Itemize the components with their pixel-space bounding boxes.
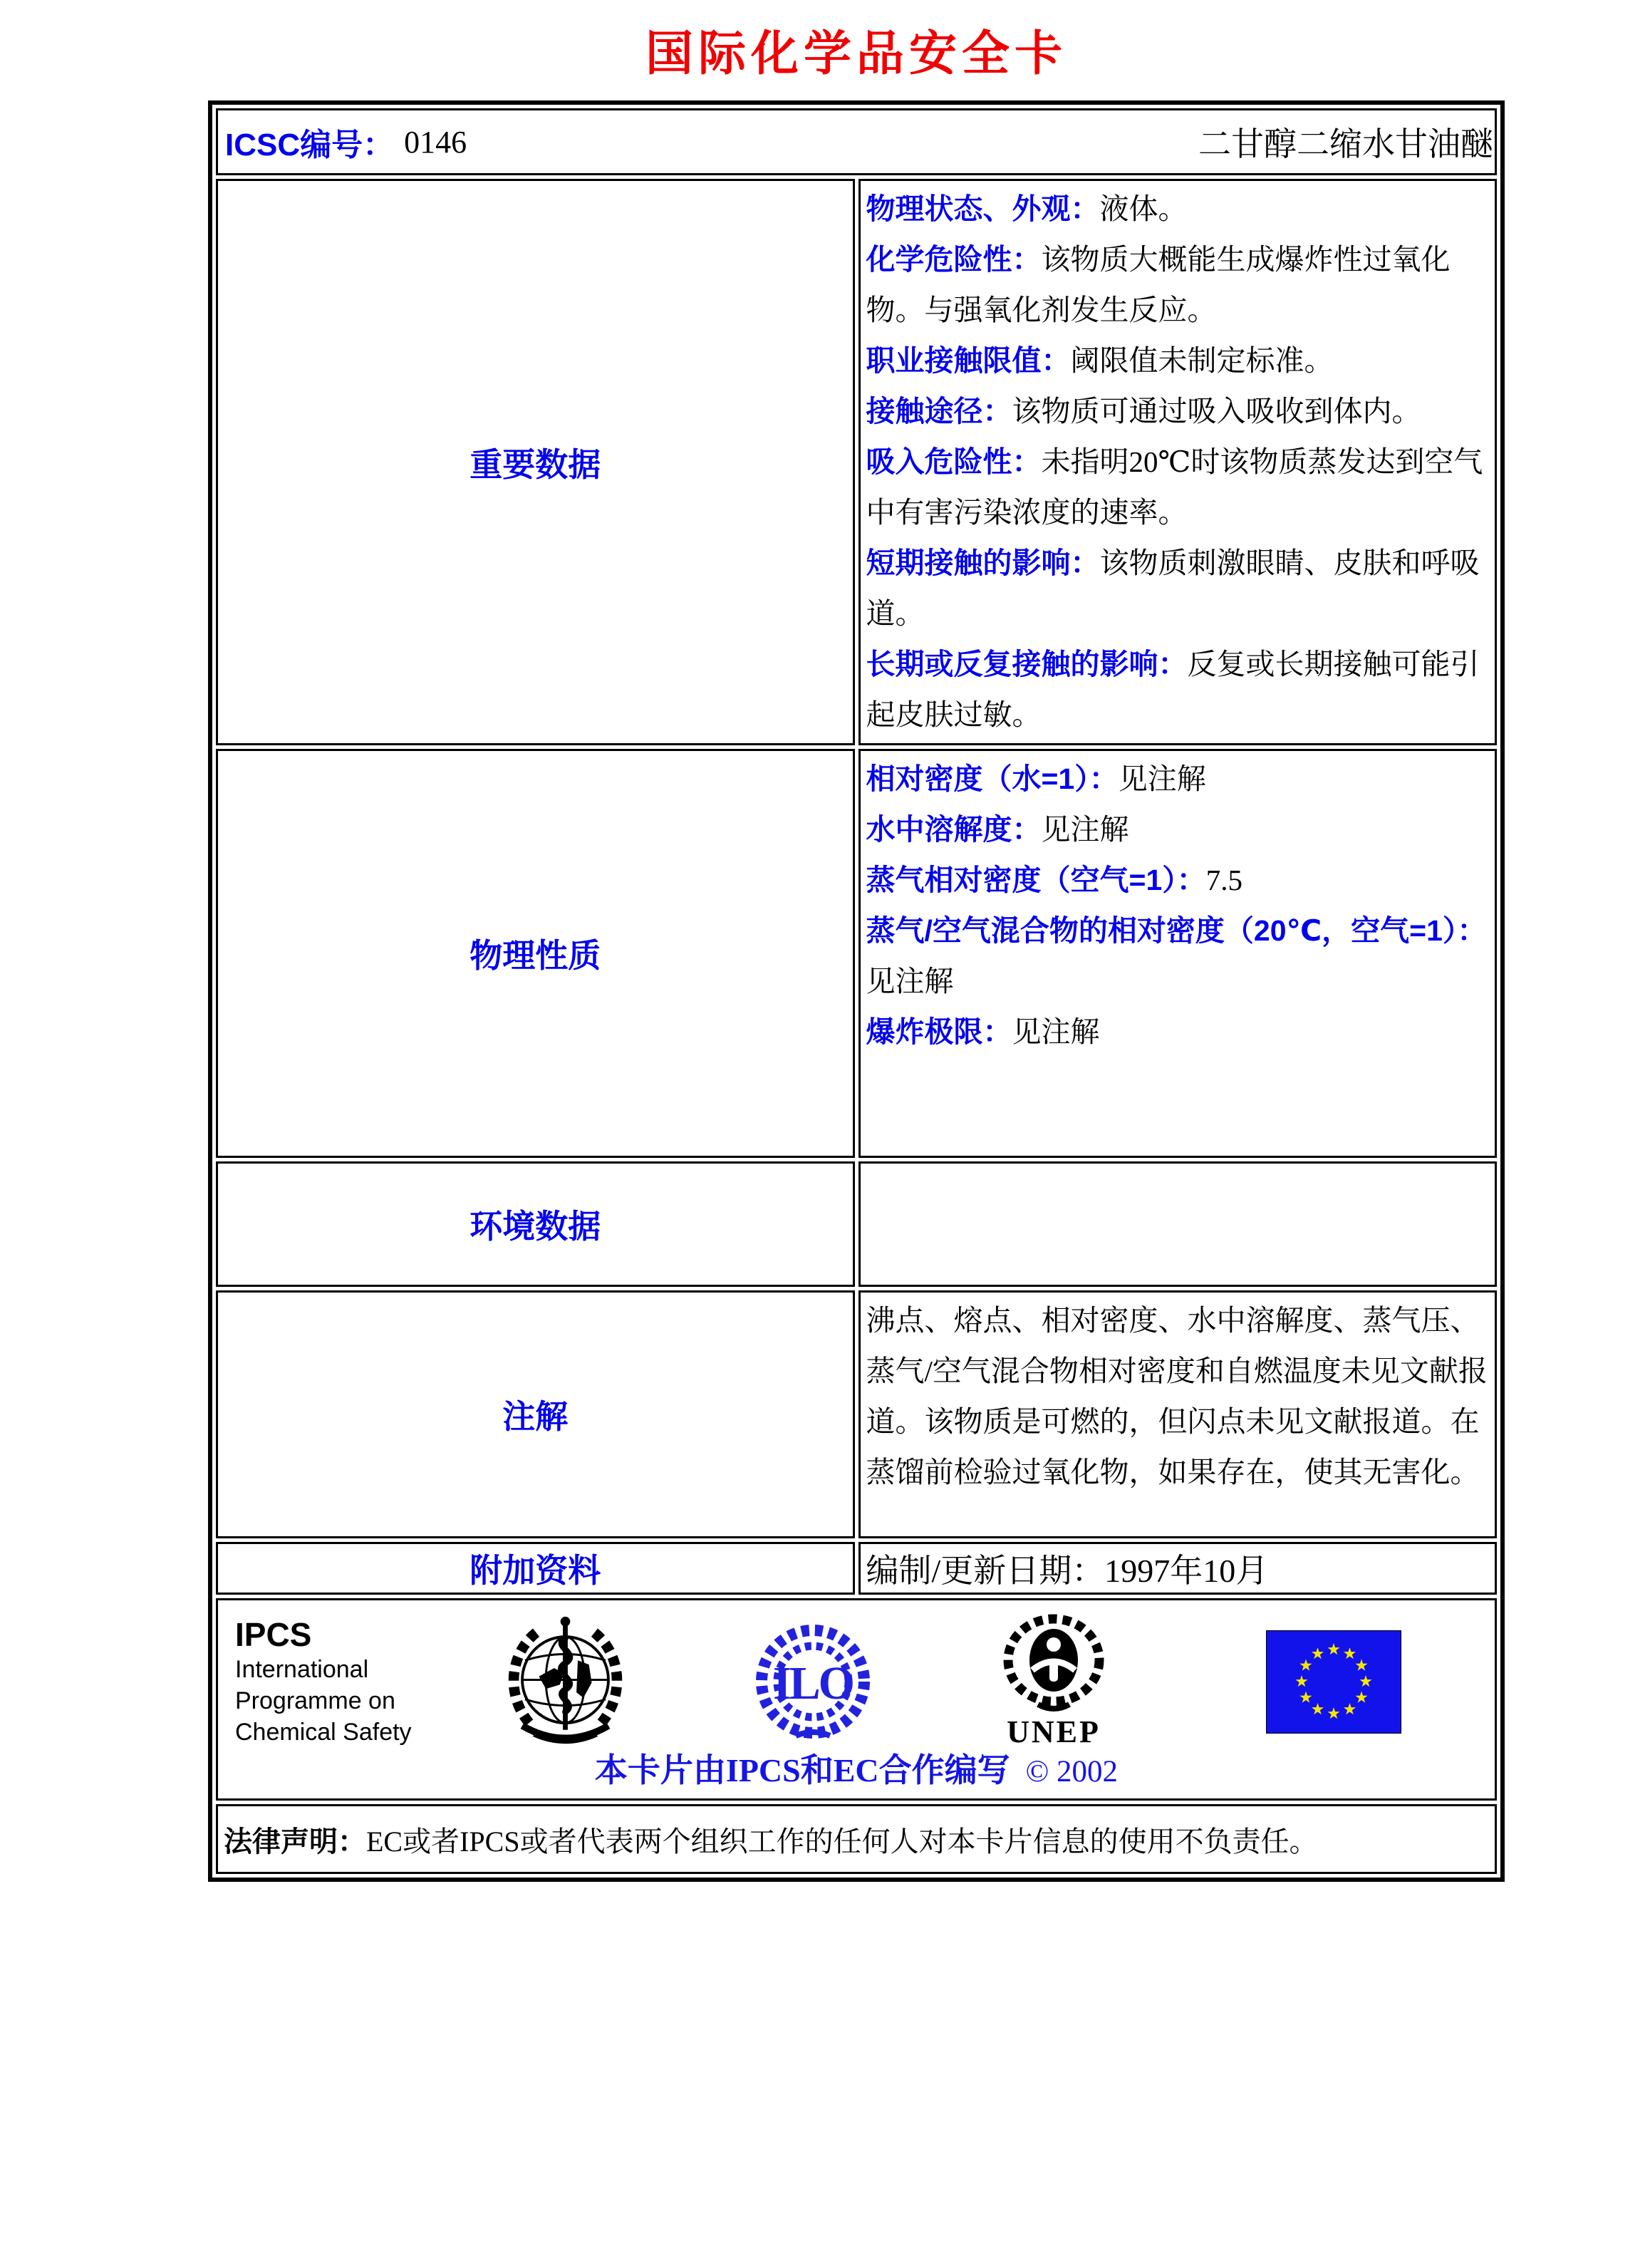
ilo-logo-icon	[749, 1617, 877, 1746]
legal-cell	[216, 1804, 1497, 1874]
data-item-label: 吸入危险性：	[866, 445, 1042, 478]
svg-text:ILO: ILO	[772, 1657, 853, 1709]
icsc-number-label: ICSC编号：	[225, 128, 395, 162]
data-item-text: 该物质大概能生成爆炸性过氧化物。与强氧化剂发生反应。	[866, 243, 1451, 326]
legal-row	[216, 1804, 1497, 1874]
physical-properties-content	[858, 749, 1498, 1158]
data-item-text: 7.5	[1205, 864, 1242, 896]
data-item	[866, 906, 1493, 1007]
legal-notice-text: EC或者IPCS或者代表两个组织工作的任何人对本卡片信息的使用不负责任。	[366, 1825, 1318, 1858]
credit-text: 本卡片由IPCS和EC合作编写	[594, 1752, 1010, 1788]
ipcs-subtitle-line2: Programme on	[235, 1687, 395, 1714]
chemical-name: 二甘醇二缩水甘油醚	[1198, 126, 1493, 162]
additional-info-content: 编制/更新日期：1997年10月	[858, 1542, 1498, 1595]
physical-properties-row	[216, 749, 1497, 1158]
section-label-important-data: 重要数据	[216, 179, 855, 745]
data-item-label: 接触途径：	[866, 395, 1012, 428]
data-item	[866, 386, 1493, 437]
organizations-row	[216, 1598, 1497, 1801]
section-label-environmental-data: 环境数据	[216, 1161, 855, 1287]
data-item-label: 物理状态、外观：	[866, 192, 1100, 225]
notes-content: 沸点、熔点、相对密度、水中溶解度、蒸气压、蒸气/空气混合物相对密度和自燃温度未见文献报道。该物质是可燃的，但闪点未见文献报道。在蒸馏前检验过氧化物，如果存在，使其无害化。	[858, 1290, 1498, 1538]
data-item-text: 液体。	[1099, 192, 1188, 225]
header-row	[216, 108, 1497, 175]
data-item-label: 蒸气/空气混合物的相对密度（20℃，空气=1）：	[866, 914, 1487, 947]
who-logo-icon	[496, 1610, 635, 1753]
copyright-text: © 2002	[1025, 1755, 1119, 1788]
data-item	[866, 804, 1493, 855]
data-item-text: 阈限值未制定标准。	[1070, 344, 1334, 377]
data-item-label: 爆炸极限：	[866, 1015, 1012, 1048]
data-item-text: 见注解	[866, 965, 954, 998]
data-item	[866, 855, 1493, 906]
data-item-label: 短期接触的影响：	[866, 547, 1100, 579]
data-item-label: 化学危险性：	[866, 243, 1042, 276]
data-item-text: 该物质可通过吸入吸收到体内。	[1012, 395, 1421, 428]
icsc-number-value: 0146	[404, 124, 467, 160]
data-item	[866, 639, 1493, 740]
eu-flag-icon	[1266, 1630, 1401, 1734]
header-cell	[216, 108, 1497, 175]
data-item-label: 职业接触限值：	[866, 344, 1071, 377]
data-item	[866, 1007, 1493, 1057]
page-title: 国际化学品安全卡	[645, 28, 1067, 81]
notes-row	[216, 1290, 1497, 1538]
important-data-content	[858, 179, 1498, 745]
data-item-text: 见注解	[1012, 1015, 1100, 1048]
ipcs-subtitle-line1: International	[235, 1656, 369, 1683]
unep-block	[997, 1613, 1111, 1750]
legal-notice-label: 法律声明：	[224, 1826, 366, 1858]
environmental-data-content	[858, 1161, 1498, 1287]
section-label-notes: 注解	[216, 1290, 855, 1538]
data-item-text: 反复或长期接触可能引起皮肤过敏。	[866, 648, 1480, 731]
organizations-cell	[216, 1598, 1497, 1801]
additional-info-row	[216, 1542, 1497, 1595]
data-item	[866, 754, 1493, 804]
environmental-data-row	[216, 1161, 1497, 1287]
ipcs-title: IPCS	[235, 1616, 312, 1653]
data-item-text: 见注解	[1041, 813, 1129, 846]
logo-row	[218, 1600, 1495, 1753]
data-item-label: 长期或反复接触的影响：	[866, 648, 1188, 680]
unep-logo-label: UNEP	[1007, 1714, 1101, 1749]
unep-logo-icon	[997, 1613, 1111, 1714]
data-item	[866, 336, 1493, 386]
data-item	[866, 234, 1493, 336]
data-item-text: 未指明20℃时该物质蒸发达到空气中有害污染浓度的速率。	[866, 445, 1483, 529]
ipcs-subtitle-line3: Chemical Safety	[235, 1719, 412, 1746]
important-data-row	[216, 179, 1497, 745]
section-label-additional-info: 附加资料	[216, 1542, 855, 1595]
data-item-text: 见注解	[1118, 762, 1206, 795]
icsc-card-table	[208, 100, 1505, 1882]
data-item-label: 蒸气相对密度（空气=1）：	[866, 864, 1206, 896]
data-item-label: 相对密度（水=1）：	[866, 762, 1119, 795]
ipcs-block	[228, 1615, 484, 1748]
section-label-physical-properties: 物理性质	[216, 749, 855, 1158]
data-item	[866, 538, 1493, 639]
data-item-label: 水中溶解度：	[866, 813, 1042, 846]
data-item	[866, 437, 1493, 538]
credit-line	[218, 1744, 1495, 1791]
data-item	[866, 184, 1493, 234]
data-item-text: 该物质刺激眼睛、皮肤和呼吸道。	[866, 547, 1480, 630]
